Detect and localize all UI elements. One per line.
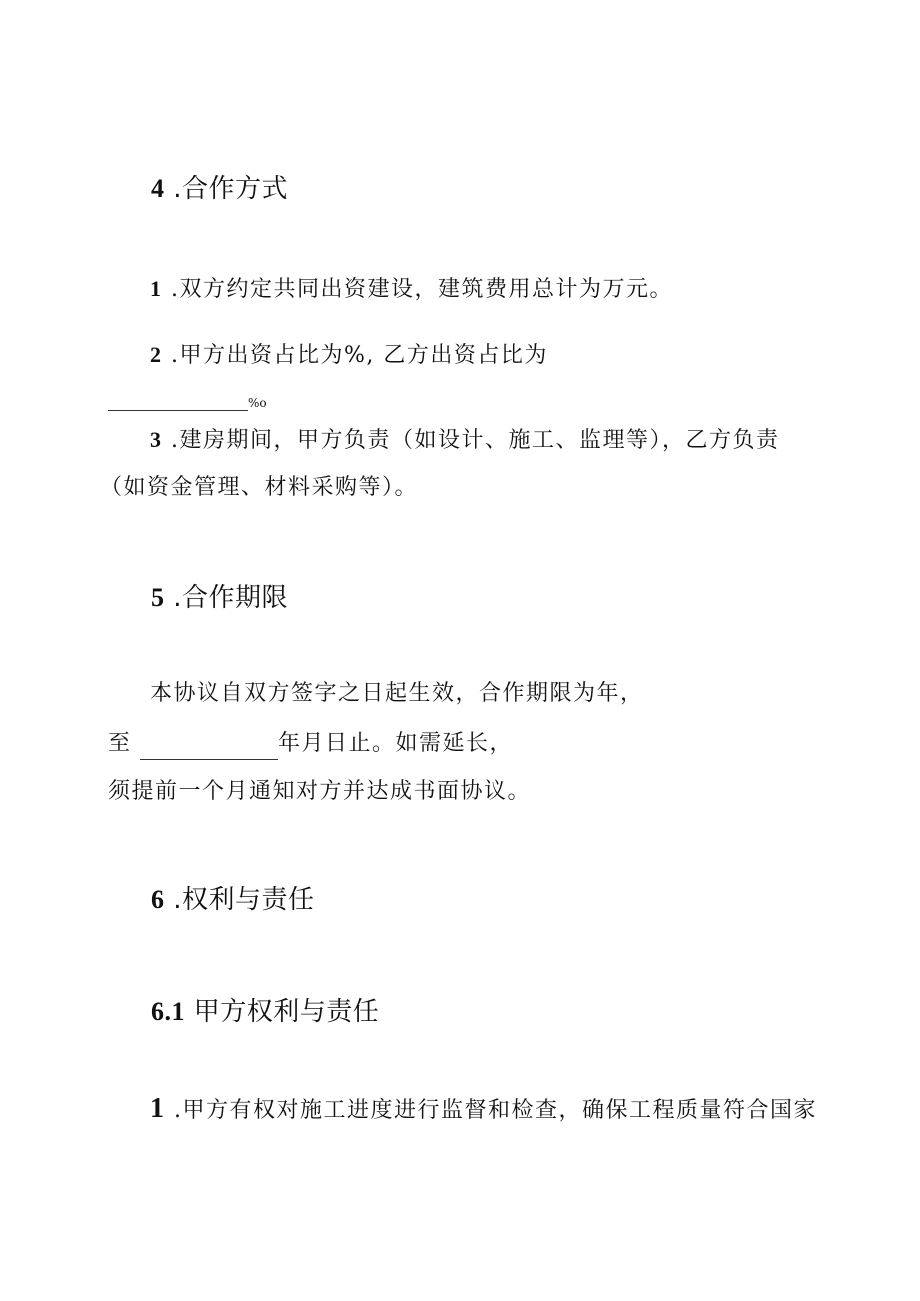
- term-line-1: 本协议自双方签字之日起生效，合作期限为年，: [150, 681, 644, 706]
- section-4-item-2: [150, 340, 548, 371]
- term-line-2-prefix: 至: [108, 731, 132, 756]
- section-6-1-item-1: [150, 1094, 817, 1126]
- item-2-number: 2: [150, 342, 163, 367]
- section-5-line-3: [108, 777, 531, 807]
- section-6-number: 6: [151, 885, 165, 914]
- section-6-heading: [151, 883, 315, 917]
- fill-in-blank: [140, 729, 278, 760]
- section-5-title: .合作期限: [173, 583, 289, 613]
- term-line-3: 须提前一个月通知对方并达成书面协议。: [108, 779, 532, 804]
- item-6-1-1-number: 1: [150, 1093, 166, 1124]
- section-5-heading: [151, 581, 288, 615]
- item-3-number: 3: [150, 427, 163, 452]
- section-4-item-3-cont: [100, 473, 418, 503]
- section-4-heading: [151, 172, 288, 206]
- section-6-1-heading: [151, 995, 379, 1029]
- section-4-number: 4: [151, 174, 165, 203]
- section-5-number: 5: [151, 583, 165, 612]
- section-4-item-3: [150, 425, 780, 456]
- item-3-continuation: （如资金管理、材料采购等）。: [100, 475, 419, 500]
- section-4-title: .合作方式: [173, 174, 289, 204]
- section-5-line-1: [150, 679, 644, 709]
- item-6-1-1-text: .甲方有权对施工进度进行监督和检查，确保工程质量符合国家: [174, 1098, 817, 1123]
- section-4-item-1: [150, 274, 673, 305]
- item-1-text: .双方约定共同出资建设，建筑费用总计为万元。: [171, 277, 673, 302]
- item-2-blank-line: [108, 396, 267, 411]
- item-2-text: .甲方出资占比为%, 乙方出资占比为: [171, 343, 548, 368]
- section-5-line-2: [108, 729, 513, 760]
- item-1-number: 1: [150, 276, 163, 301]
- section-6-title: .权利与责任: [173, 885, 315, 915]
- blank-suffix: %o: [248, 396, 267, 410]
- fill-in-blank: [108, 396, 248, 411]
- term-line-2-suffix: 年月日止。如需延长，: [278, 731, 514, 756]
- section-6-1-title: 甲方权利与责任: [193, 997, 380, 1027]
- item-3-text: .建房期间，甲方负责（如设计、施工、监理等），乙方负责: [171, 428, 780, 453]
- section-6-1-number: 6.1: [151, 997, 185, 1026]
